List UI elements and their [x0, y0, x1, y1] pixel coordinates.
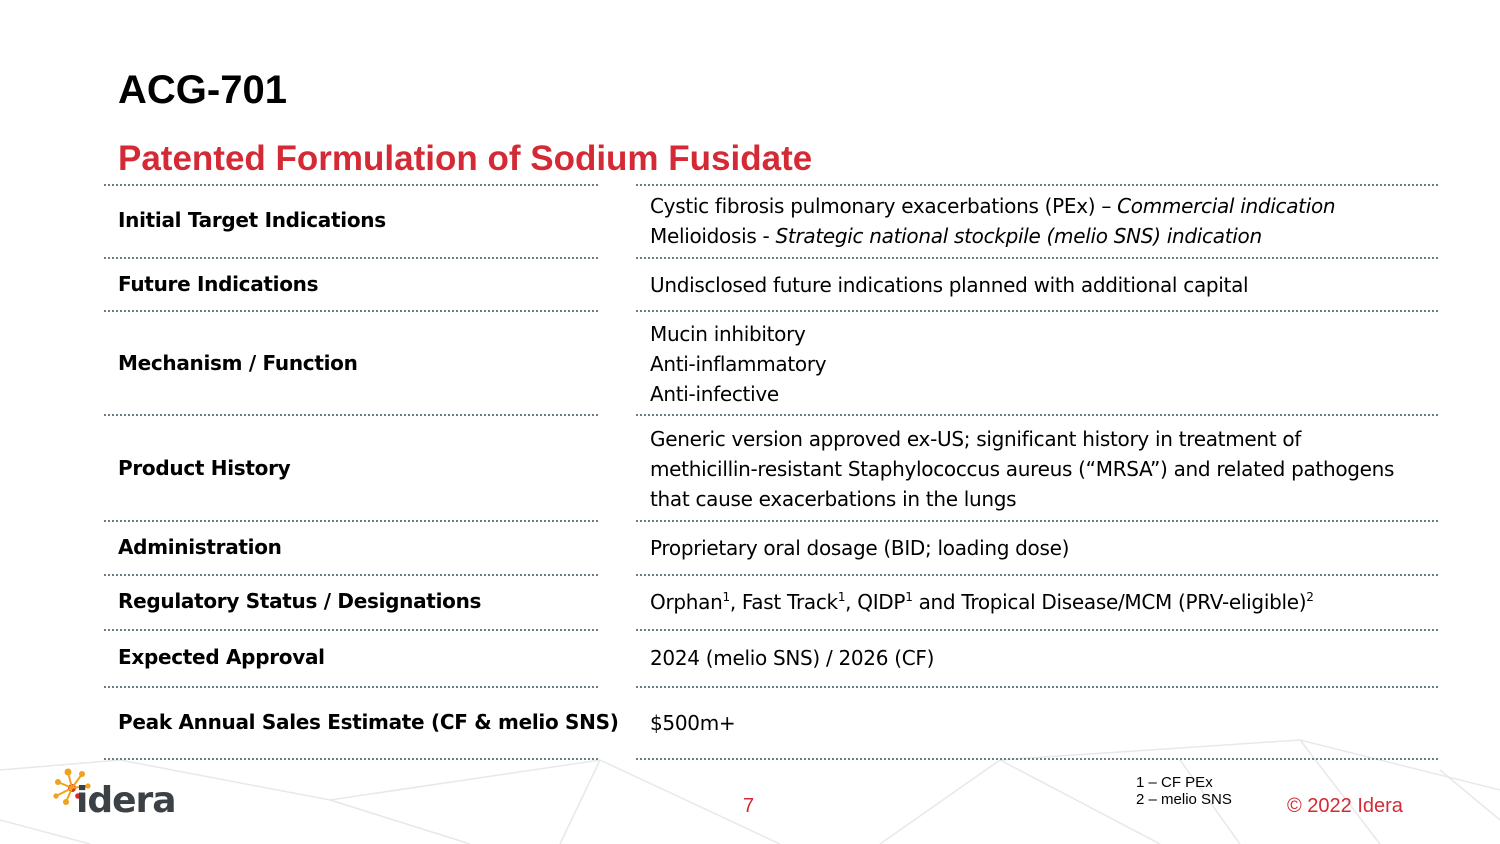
- row-label-mechanism-function: Mechanism / Function: [118, 351, 358, 375]
- row-divider-right: [636, 758, 1438, 760]
- row-label-expected-approval: Expected Approval: [118, 645, 325, 669]
- row-divider-right: [636, 686, 1438, 688]
- value-italic-text: Commercial indication: [1117, 194, 1336, 218]
- value-line: that cause exacerbations in the lungs: [650, 487, 1017, 511]
- row-divider-right: [636, 257, 1438, 259]
- value-italic-text: Strategic national stockpile (melio SNS) indication: [775, 224, 1262, 248]
- value-line: Generic version approved ex-US; significant history in treatment of: [650, 427, 1302, 451]
- row-label-regulatory-status: Regulatory Status / Designations: [118, 589, 482, 613]
- value-text: Melioidosis -: [650, 224, 776, 248]
- row-divider-left: [104, 574, 598, 576]
- row-value-regulatory-status: [650, 587, 1314, 617]
- page-number: 7: [743, 795, 755, 817]
- row-value-product-history: [650, 424, 1394, 514]
- row-divider-left: [104, 257, 598, 259]
- row-divider-right: [636, 414, 1438, 416]
- value-line: Anti-inflammatory: [650, 352, 827, 376]
- row-value-mechanism-function: [650, 319, 826, 409]
- row-divider-right: [636, 184, 1438, 186]
- row-label-future-indications: Future Indications: [118, 272, 319, 296]
- row-divider-left: [104, 758, 598, 760]
- row-divider-right: [636, 574, 1438, 576]
- value-line: methicillin-resistant Staphylococcus aureus (“MRSA”) and related pathogens: [650, 457, 1395, 481]
- page-title: ACG-701: [118, 68, 287, 112]
- footnote-line: 1 – CF PEx: [1136, 774, 1213, 791]
- footnote-ref: 2: [1306, 590, 1314, 604]
- value-line: Undisclosed future indications planned with additional capital: [650, 273, 1249, 297]
- copyright-text: © 2022 Idera: [1287, 795, 1403, 817]
- row-value-initial-target-indications: [650, 191, 1335, 251]
- row-label-initial-target-indications: Initial Target Indications: [118, 208, 386, 232]
- value-text: Cystic fibrosis pulmonary exacerbations (PEx) –: [650, 194, 1118, 218]
- value-line: [650, 587, 1314, 617]
- value-line: Anti-infective: [650, 382, 779, 406]
- value-line: [650, 191, 1335, 221]
- footnote-line: 2 – melio SNS: [1136, 791, 1232, 808]
- value-line: Mucin inhibitory: [650, 322, 806, 346]
- row-divider-left: [104, 686, 598, 688]
- row-label-administration: Administration: [118, 535, 282, 559]
- footnotes: [1136, 774, 1232, 808]
- row-divider-right: [636, 310, 1438, 312]
- page-subtitle: Patented Formulation of Sodium Fusidate: [118, 139, 813, 178]
- row-value-peak-annual-sales: [650, 708, 735, 738]
- row-divider-right: [636, 629, 1438, 631]
- value-text: , Fast Track: [729, 590, 838, 614]
- footnote-ref: 1: [722, 590, 730, 604]
- row-value-expected-approval: [650, 643, 934, 673]
- row-divider-left: [104, 629, 598, 631]
- row-divider-right: [636, 520, 1438, 522]
- value-line: [650, 221, 1335, 251]
- row-value-administration: [650, 533, 1069, 563]
- value-text: and Tropical Disease/MCM (PRV-eligible): [912, 590, 1307, 614]
- row-value-future-indications: [650, 270, 1248, 300]
- row-divider-left: [104, 520, 598, 522]
- row-label-peak-annual-sales: Peak Annual Sales Estimate (CF & melio SNS): [118, 710, 619, 734]
- row-label-product-history: Product History: [118, 456, 291, 480]
- value-line: 2024 (melio SNS) / 2026 (CF): [650, 646, 935, 670]
- footnote-ref: 1: [837, 590, 846, 604]
- value-line: Proprietary oral dosage (BID; loading dose): [650, 536, 1070, 560]
- row-divider-left: [104, 184, 598, 186]
- logo-wordmark: idera: [76, 780, 176, 821]
- footnote-ref: 1: [905, 590, 913, 604]
- value-line: $500m+: [650, 711, 736, 735]
- value-text: , QIDP: [845, 590, 906, 614]
- row-divider-left: [104, 310, 598, 312]
- row-divider-left: [104, 414, 598, 416]
- value-text: Orphan: [650, 590, 723, 614]
